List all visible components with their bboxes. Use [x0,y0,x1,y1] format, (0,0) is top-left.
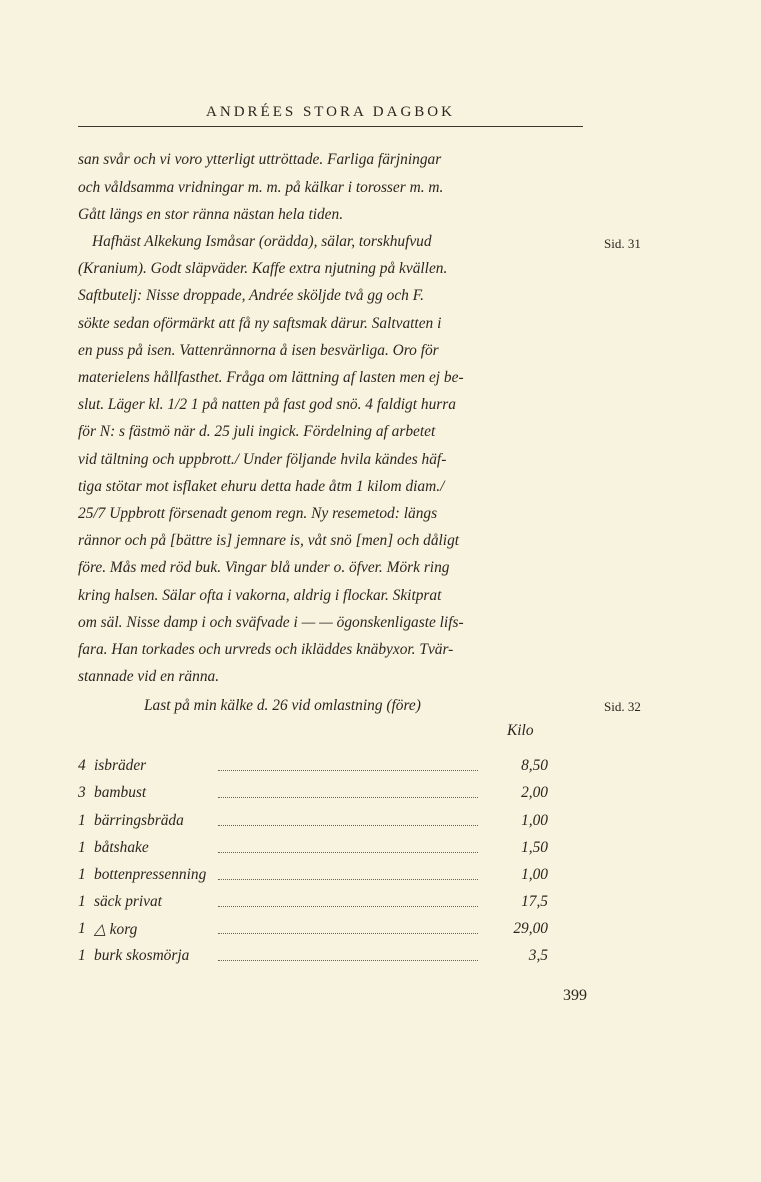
margin-note-sid-31: Sid. 31 [604,236,641,251]
unit-label-kilo: Kilo [507,722,534,739]
dot-leader [218,906,478,907]
inventory-row [78,947,548,967]
item-quantity: 1 [78,866,86,883]
body-line: materielens hållfasthet. Fråga om lättning af lasten men ej be- [78,369,464,386]
item-name: bottenpressenning [94,866,210,884]
dot-leader [218,825,478,826]
body-line: sökte sedan oförmärkt att få ny saftsmak därur. Saltvatten i [78,315,442,332]
item-weight: 1,50 [521,839,548,856]
body-line: Saftbutelj: Nisse droppade, Andrée sköljde två gg och F. [78,287,424,304]
body-line: för N: s fästmö när d. 25 juli ingick. Fördelning af arbetet [78,423,436,440]
body-line: Last på min kälke d. 26 vid omlastning (före) [144,697,421,714]
item-name: säck privat [94,893,166,911]
inventory-row [78,866,548,886]
item-weight: 17,5 [521,893,548,910]
item-quantity: 1 [78,812,86,829]
body-line: 25/7 Uppbrott försenadt genom regn. Ny resemetod: längs [78,505,438,522]
body-line: om säl. Nisse damp i och sväfvade i — — ögonskenligaste lifs- [78,614,464,631]
body-line: san svår och vi voro ytterligt uttröttade. Farliga färjningar [78,151,442,168]
body-line: före. Mås med röd buk. Vingar blå under o. öfver. Mörk ring [78,559,450,576]
dot-leader [218,797,478,798]
dot-leader [218,770,478,771]
body-line: rännor och på [bättre is] jemnare is, våt snö [men] och dåligt [78,532,460,549]
inventory-row [78,784,548,804]
item-weight: 8,50 [521,757,548,774]
item-quantity: 1 [78,920,86,937]
item-quantity: 1 [78,893,86,910]
inventory-row [78,893,548,913]
body-line: och våldsamma vridningar m. m. på kälkar i torosser m. m. [78,179,444,196]
dot-leader [218,960,478,961]
inventory-row [78,920,548,940]
margin-note-sid-32: Sid. 32 [604,699,641,714]
body-line: stannade vid en ränna. [78,668,220,685]
dot-leader [218,852,478,853]
item-weight: 1,00 [521,866,548,883]
body-line: (Kranium). Godt släpväder. Kaffe extra njutning på kvällen. [78,260,448,277]
item-weight: 3,5 [528,947,548,964]
body-line: fara. Han torkades och urvreds och ikläddes knäbyxor. Tvär- [78,641,454,658]
item-name: burk skosmörja [94,947,193,965]
body-line: slut. Läger kl. 1/2 1 på natten på fast god snö. 4 faldigt hurra [78,396,456,413]
running-header: ANDRÉES STORA DAGBOK [206,104,455,120]
item-quantity: 4 [78,757,86,774]
dot-leader [218,933,478,934]
item-name: △ korg [94,920,141,939]
item-quantity: 1 [78,947,86,964]
item-quantity: 3 [78,784,86,801]
item-weight: 1,00 [521,812,548,829]
body-line: Hafhäst Alkekung Ismåsar (orädda), sälar, torskhufvud [92,233,432,250]
item-name: bambust [94,784,150,802]
item-name: isbräder [94,757,150,775]
item-weight: 29,00 [513,920,548,937]
dot-leader [218,879,478,880]
item-name: bärringsbräda [94,812,188,830]
inventory-row [78,812,548,832]
body-line: kring halsen. Sälar ofta i vakorna, aldrig i flockar. Skitprat [78,587,442,604]
item-quantity: 1 [78,839,86,856]
item-name: båtshake [94,839,153,857]
inventory-row [78,839,548,859]
body-line: en puss på isen. Vattenrännorna å isen besvärliga. Oro för [78,342,439,359]
inventory-row [78,757,548,777]
page-number: 399 [563,987,587,1004]
header-rule [78,126,583,127]
body-line: Gått längs en stor ränna nästan hela tiden. [78,206,344,223]
item-weight: 2,00 [521,784,548,801]
body-line: tiga stötar mot isflaket ehuru detta hade åtm 1 kilom diam./ [78,478,445,495]
body-line: vid tältning och uppbrott./ Under följande hvila kändes häf- [78,451,447,468]
